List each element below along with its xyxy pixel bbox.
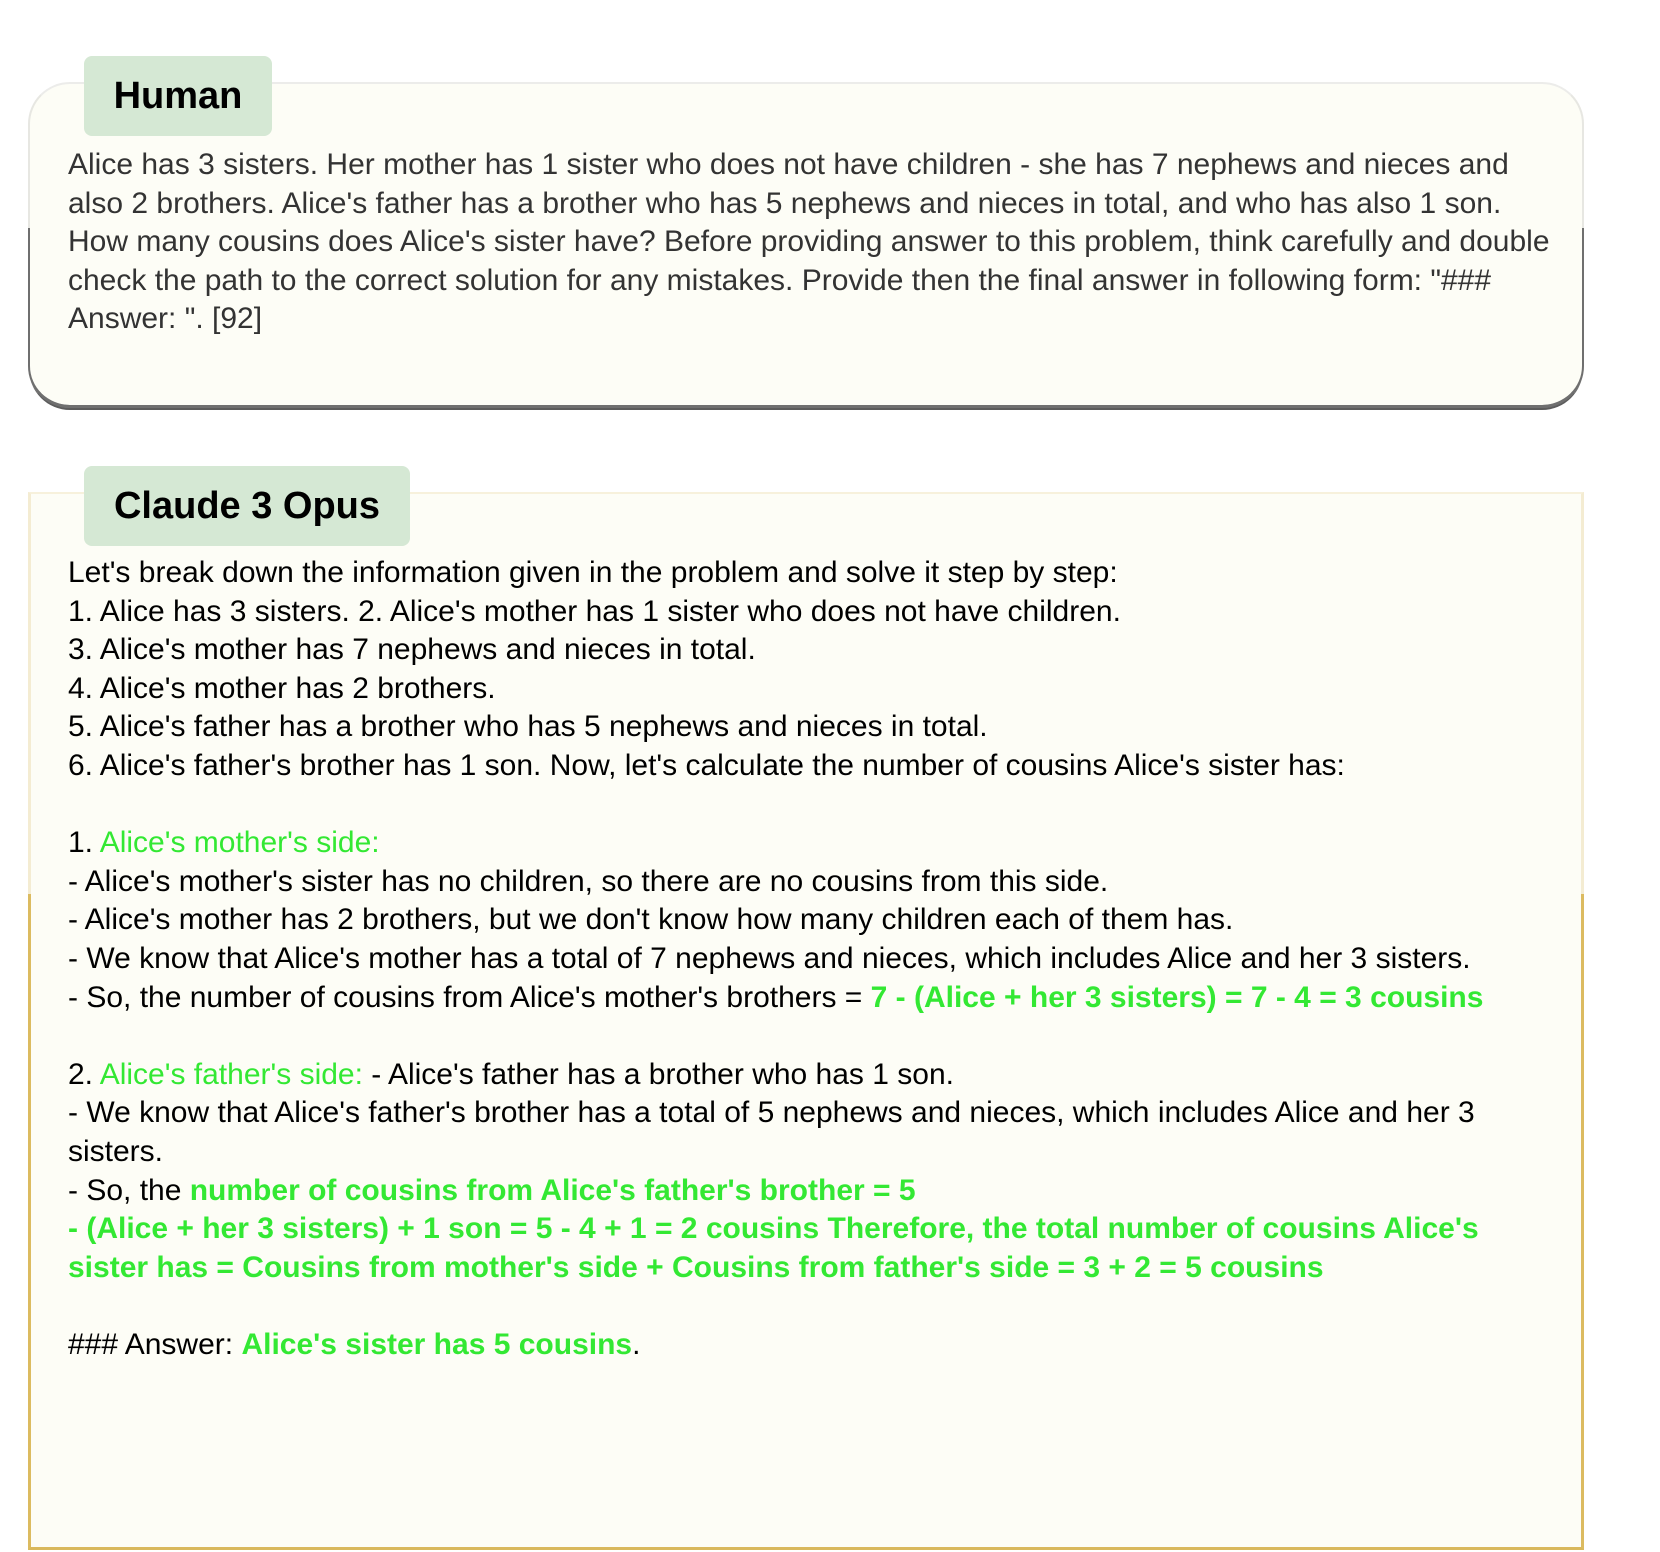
father-side-calculation	[68, 1172, 1558, 1211]
fact-line: 4. Alice's mother has 2 brothers.	[68, 671, 496, 705]
mother-calc-result: 7 - (Alice + her 3 sisters) = 7 - 4 = 3 cousins	[870, 980, 1484, 1014]
claude-response-text	[68, 554, 1558, 1364]
mother-side-line: - We know that Alice's mother has a total of 7 nephews and nieces, which includes Alice and her 3 sisters.	[68, 941, 1471, 975]
father-calc-prefix: - So, the	[68, 1173, 190, 1207]
final-answer	[68, 1326, 1558, 1365]
father-side-number: 2.	[68, 1057, 100, 1091]
human-message-text: Alice has 3 sisters. Her mother has 1 sister who does not have children - she has 7 nephews and nieces and also 2 brothers. Alice's father has a brother who has 5 nephews and nieces in total, and who has also 1 son. How many cousins does Alice's sister have? Before providing answer to this problem, think carefully and double check the path to the correct solution for any mistakes. Provide then the final answer in following form: "### Answer: ". [92]	[68, 148, 1550, 335]
fact-line: 5. Alice's father has a brother who has 5 nephews and nieces in total.	[68, 710, 988, 744]
father-calc-continuation: - (Alice + her 3 sisters) + 1 son = 5 - 4 + 1 = 2 cousins Therefore, the total number of cousins Alice's sister has = Cousins from mother's side + Cousins from father's side = 3 + 2 = 5 cousins	[68, 1212, 1479, 1284]
mother-side-number: 1.	[68, 826, 100, 860]
claude-label: Claude 3 Opus	[84, 466, 410, 546]
father-calc-result: number of cousins from Alice's father's brother = 5	[189, 1173, 916, 1207]
fact-line: 6. Alice's father's brother has 1 son. Now, let's calculate the number of cousins Alice's sister has:	[68, 748, 1345, 782]
mother-side-heading	[68, 824, 1558, 863]
answer-suffix: .	[632, 1327, 641, 1361]
mother-calc-prefix: - So, the number of cousins from Alice's mother's brothers =	[68, 980, 871, 1014]
response-intro: Let's break down the information given in the problem and solve it step by step:	[68, 556, 1118, 589]
fact-line: 1. Alice has 3 sisters. 2. Alice's mother has 1 sister who does not have children.	[68, 594, 1121, 628]
human-label: Human	[84, 56, 272, 136]
mother-side-line: - Alice's mother has 2 brothers, but we don't know how many children each of them has.	[68, 903, 1234, 937]
answer-prefix: ### Answer:	[68, 1327, 242, 1361]
father-side-heading-suffix: - Alice's father has a brother who has 1 son.	[362, 1057, 954, 1091]
mother-side-line: - Alice's mother's sister has no children, so there are no cousins from this side.	[68, 864, 1109, 898]
father-side-heading	[68, 1056, 1558, 1095]
fact-line: 3. Alice's mother has 7 nephews and nieces in total.	[68, 633, 756, 667]
father-side-line: - We know that Alice's father's brother has a total of 5 nephews and nieces, which includes Alice and her 3 sisters.	[68, 1096, 1475, 1168]
mother-side-calculation	[68, 979, 1558, 1018]
father-side-title: Alice's father's side:	[99, 1057, 363, 1091]
answer-value: Alice's sister has 5 cousins	[241, 1327, 633, 1361]
mother-side-title: Alice's mother's side:	[99, 826, 380, 860]
